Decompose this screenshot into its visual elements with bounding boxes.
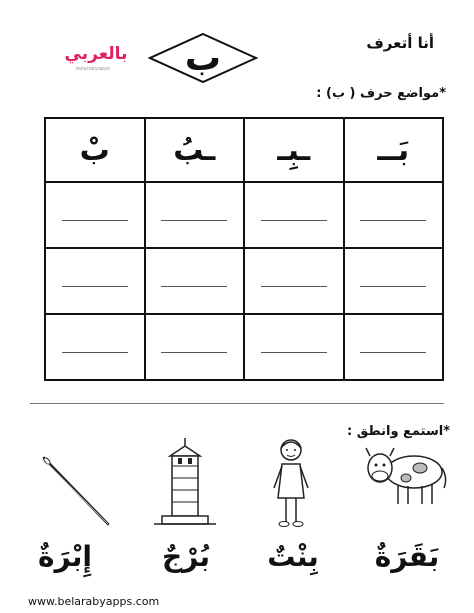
writing-line	[161, 352, 227, 353]
writing-line	[360, 352, 426, 353]
writing-line	[62, 220, 128, 221]
writing-line	[62, 286, 128, 287]
letter-forms-header-row	[45, 118, 443, 182]
writing-line	[161, 286, 227, 287]
logo-subtext: belarabyapps	[76, 66, 110, 72]
word-needle: إِبْرَةٌ	[37, 540, 93, 573]
writing-cell[interactable]	[344, 314, 444, 380]
footer-url[interactable]: www.belarabyapps.com	[28, 595, 160, 608]
cow-picture	[362, 438, 450, 512]
writing-cell[interactable]	[344, 182, 444, 248]
writing-cell[interactable]	[145, 182, 245, 248]
form-final: ـبُ	[145, 118, 245, 182]
featured-letter: ب	[184, 38, 222, 79]
writing-cell[interactable]	[244, 182, 344, 248]
writing-cell[interactable]	[45, 182, 145, 248]
girl-picture	[264, 436, 318, 532]
writing-cell[interactable]	[244, 248, 344, 314]
word-tower: بُرْجٌ	[161, 540, 211, 573]
writing-row	[45, 182, 443, 248]
form-initial: بَــ	[344, 118, 444, 182]
listen-speak-heading: *استمع وانطق :	[347, 424, 450, 439]
writing-cell[interactable]	[344, 248, 444, 314]
writing-cell[interactable]	[45, 314, 145, 380]
letter-forms-table	[44, 117, 444, 381]
needle-picture	[36, 448, 116, 532]
writing-line	[360, 220, 426, 221]
word-cow: بَقَرَةٌ	[374, 540, 440, 573]
word-girl: بِنْتٌ	[267, 540, 319, 573]
writing-line	[261, 286, 327, 287]
writing-row	[45, 314, 443, 380]
section-divider	[30, 403, 444, 404]
writing-row	[45, 248, 443, 314]
writing-line	[261, 352, 327, 353]
page-title: أنا أتعرف	[366, 34, 434, 52]
logo-text: بالعربي	[64, 44, 128, 64]
writing-cell[interactable]	[45, 248, 145, 314]
writing-cell[interactable]	[145, 314, 245, 380]
writing-line	[360, 286, 426, 287]
letter-positions-heading: *مواضع حرف ( ب) :	[316, 86, 446, 101]
writing-line	[261, 220, 327, 221]
form-isolated: بْ	[45, 118, 145, 182]
writing-cell[interactable]	[244, 314, 344, 380]
writing-line	[161, 220, 227, 221]
form-medial: ـبِـ	[244, 118, 344, 182]
writing-cell[interactable]	[145, 248, 245, 314]
writing-line	[62, 352, 128, 353]
tower-picture	[150, 436, 220, 528]
brand-logo	[62, 44, 130, 74]
